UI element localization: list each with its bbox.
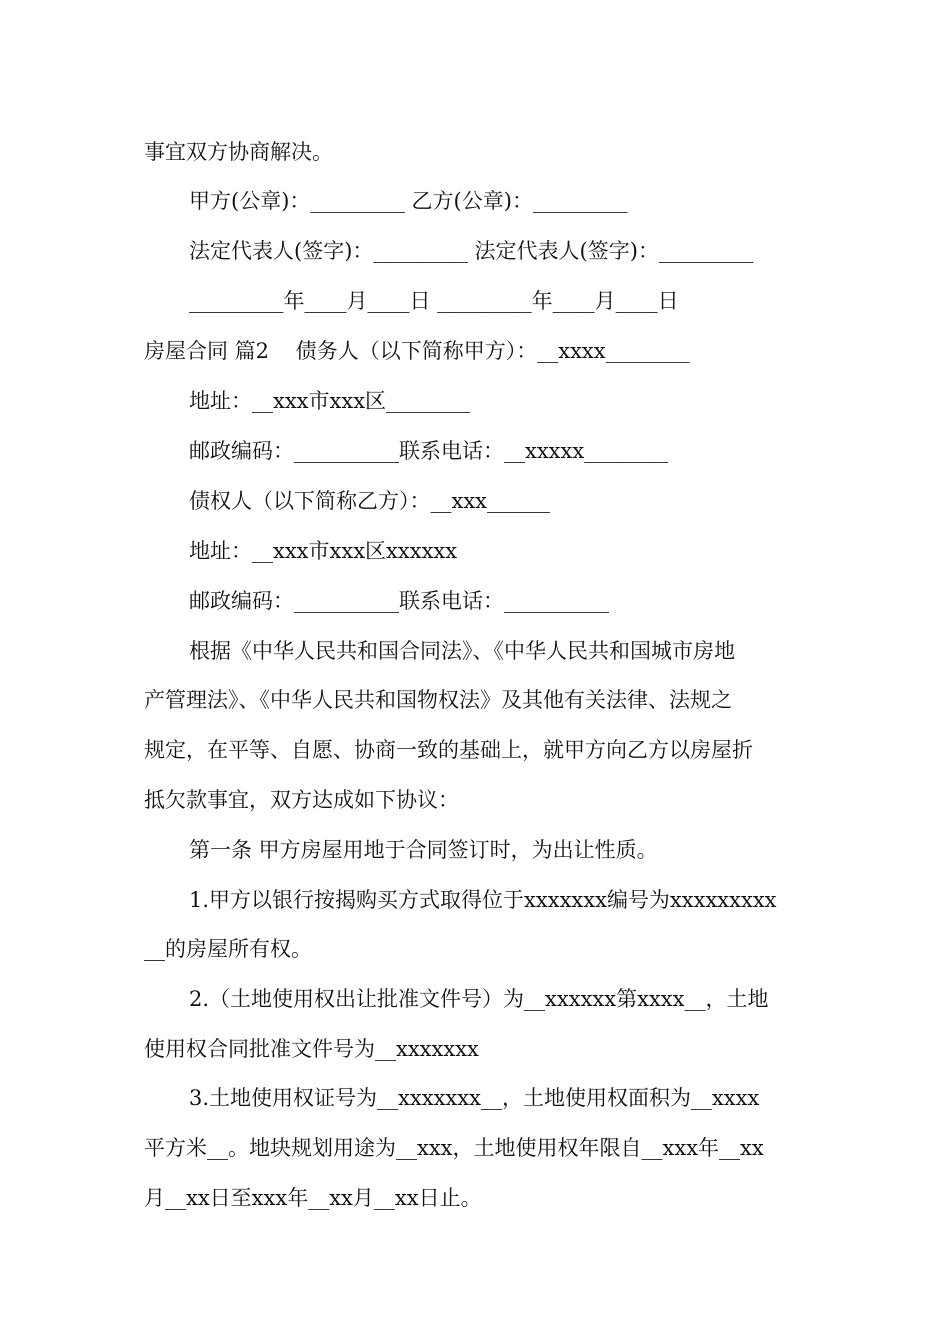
text-line: 根据《中华人民共和国合同法》、《中华人民共和国城市房地 <box>189 639 735 663</box>
text-line: 邮政编码：__________联系电话：__________ <box>189 589 609 613</box>
text-line: 邮政编码：__________联系电话：__xxxxx________ <box>189 439 669 463</box>
text-line: 债权人（以下简称乙方）：__xxx______ <box>189 489 551 513</box>
text-line: 2.（土地使用权出让批准文件号）为__xxxxxx第xxxx__，土地 <box>189 987 769 1011</box>
text-line: 地址：__xxx市xxx区xxxxxx <box>189 539 458 563</box>
text-line: 规定，在平等、自愿、协商一致的基础上，就甲方向乙方以房屋折 <box>144 738 753 762</box>
text-line: 平方米__。地块规划用途为__xxx，土地使用权年限自__xxx年__xx <box>144 1136 764 1160</box>
text-line: 地址：__xxx市xxx区________ <box>189 389 471 413</box>
text-line: 使用权合同批准文件号为__xxxxxxx <box>144 1037 479 1061</box>
text-line: 抵欠款事宜，双方达成如下协议： <box>144 788 459 812</box>
text-line: 法定代表人(签字)：_________ 法定代表人(签字)：_________ <box>189 239 754 263</box>
text-line: 产管理法》、《中华人民共和国物权法》及其他有关法律、法规之 <box>144 688 732 712</box>
section-heading: 房屋合同 篇2 债务人（以下简称甲方）：__xxxx________ <box>144 339 690 363</box>
text-line: 甲方(公章)：_________ 乙方(公章)：_________ <box>189 189 628 213</box>
text-line: 事宜双方协商解决。 <box>144 140 333 164</box>
text-line: 第一条 甲方房屋用地于合同签订时，为出让性质。 <box>189 838 658 862</box>
text-line: _________年____月____日 _________年____月____日 <box>189 289 679 313</box>
text-line: __的房屋所有权。 <box>144 937 312 961</box>
text-line: 月__xx日至xxx年__xx月__xx日止。 <box>144 1186 482 1210</box>
text-line: 1.甲方以银行按揭购买方式取得位于xxxxxxx编号为xxxxxxxxx <box>189 888 777 912</box>
text-line: 3.土地使用权证号为__xxxxxxx__，土地使用权面积为__xxxx <box>189 1086 760 1110</box>
